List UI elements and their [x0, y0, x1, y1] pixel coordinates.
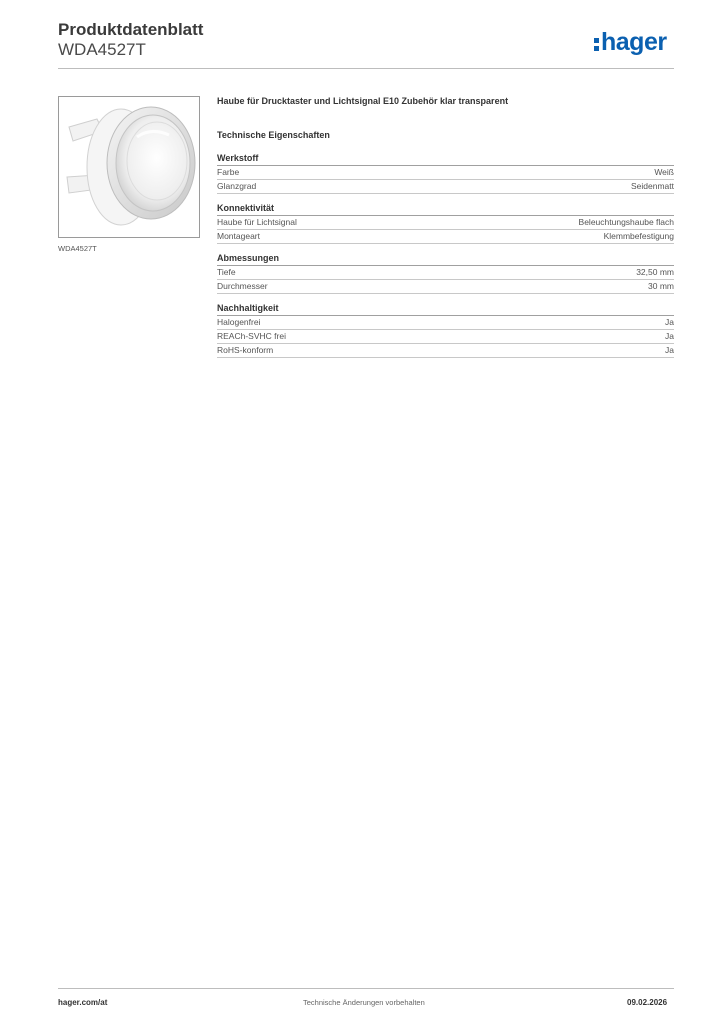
- spec-group-nachhaltigkeit: [217, 302, 674, 358]
- spec-label: REACh-SVHC frei: [217, 331, 286, 341]
- product-cap-illustration: [59, 97, 199, 237]
- spec-label: Farbe: [217, 167, 240, 177]
- spec-value: 32,50 mm: [636, 267, 674, 277]
- spec-label: Montageart: [217, 231, 260, 241]
- spec-row: [217, 344, 674, 358]
- spec-group-werkstoff: [217, 152, 674, 194]
- spec-row: [217, 230, 674, 244]
- spec-row: [217, 216, 674, 230]
- spec-row: [217, 166, 674, 180]
- spec-row: [217, 330, 674, 344]
- spec-value: Ja: [665, 317, 674, 327]
- spec-group-konnektivitaet: [217, 202, 674, 244]
- product-details: [217, 96, 674, 358]
- header-divider: [58, 68, 674, 69]
- logo-text: hager: [601, 28, 667, 56]
- spec-value: Klemmbefestigung: [603, 231, 674, 241]
- spec-value: Beleuchtungshaube flach: [578, 217, 674, 227]
- spec-value: Weiß: [654, 167, 674, 177]
- spec-label: RoHS-konform: [217, 345, 274, 355]
- page-title: Produktdatenblatt: [58, 20, 204, 39]
- spec-row: [217, 280, 674, 294]
- footer-disclaimer: Technische Änderungen vorbehalten: [303, 998, 425, 1007]
- spec-label: Tiefe: [217, 267, 236, 277]
- spec-group-title: Werkstoff: [217, 152, 674, 166]
- footer-divider: [58, 988, 674, 989]
- spec-label: Durchmesser: [217, 281, 268, 291]
- spec-label: Halogenfrei: [217, 317, 261, 327]
- spec-value: 30 mm: [648, 281, 674, 291]
- spec-group-abmessungen: [217, 252, 674, 294]
- spec-group-title: Abmessungen: [217, 252, 674, 266]
- product-description: Haube für Drucktaster und Lichtsignal E10 Zubehör klar transparent: [217, 96, 509, 106]
- spec-value: Ja: [665, 345, 674, 355]
- logo-colon-icon: [594, 36, 599, 51]
- spec-group-title: Nachhaltigkeit: [217, 302, 674, 316]
- spec-value: Seidenmatt: [631, 181, 674, 191]
- product-image: [58, 96, 200, 238]
- spec-row: [217, 266, 674, 280]
- spec-label: Haube für Lichtsignal: [217, 217, 297, 227]
- image-caption: WDA4527T: [58, 244, 97, 253]
- hager-logo: [594, 28, 674, 56]
- footer-website: hager.com/at: [58, 998, 108, 1007]
- footer-date: 09.02.2026: [627, 998, 668, 1007]
- spec-row: [217, 180, 674, 194]
- spec-row: [217, 316, 674, 330]
- spec-group-title: Konnektivität: [217, 202, 674, 216]
- spec-label: Glanzgrad: [217, 181, 257, 191]
- section-heading: Technische Eigenschaften: [217, 130, 330, 140]
- article-number: WDA4527T: [58, 40, 146, 59]
- spec-value: Ja: [665, 331, 674, 341]
